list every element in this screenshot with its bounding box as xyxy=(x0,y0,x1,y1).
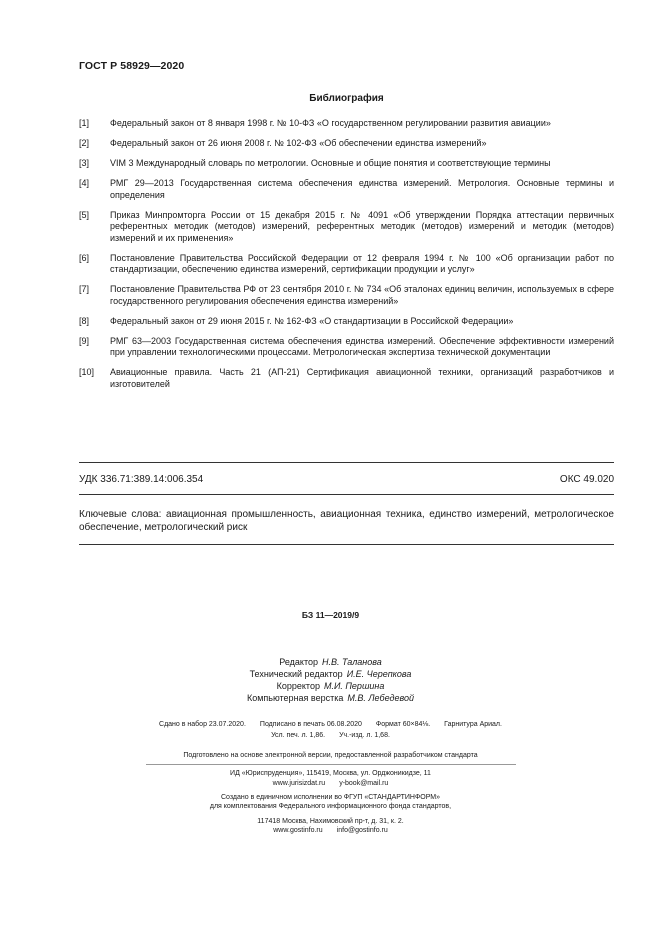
editorial-staff xyxy=(0,656,661,704)
publisher-contacts xyxy=(0,780,661,787)
staff-role: Компьютерная верстка xyxy=(246,693,344,703)
fund-note: для комплектования Федерального информационного фонда стандартов, xyxy=(209,803,452,810)
staff-person: Н.В. Таланова xyxy=(321,657,382,667)
publishing-sheets: Уч.-изд. л. 1,68. xyxy=(339,732,390,739)
sheets-line xyxy=(0,732,661,739)
divider-middle xyxy=(79,494,614,495)
bibliography-item-number: [4] xyxy=(79,178,90,188)
bibliography-item-text: Приказ Минпромторга России от 15 декабря 2015 г. № 4091 «Об утверждении Порядка аттестации первичных референтных методик (методов) измерений, референтных методик (методов) измерений и методик (методов) измерений и их применения» xyxy=(110,209,614,243)
bibliography-item xyxy=(79,138,614,150)
bibliography-item-text: VIM 3 Международный словарь по метрологии. Основные и общие понятия и соответствующие термины xyxy=(110,158,551,168)
standartinform-website: www.gostinfo.ru xyxy=(273,827,323,834)
publisher-address: ИД «Юриспруденция», 115419, Москва, ул. Орджоникидзе, 11 xyxy=(230,770,431,777)
staff-line xyxy=(0,668,661,680)
bibliography-item-number: [2] xyxy=(79,138,90,148)
keywords: Ключевые слова: авиационная промышленность, авиационная техника, единство измерений, метрологическое обеспечение, метрологический риск xyxy=(79,509,614,533)
udk-code: УДК 336.71:389.14:006.354 xyxy=(79,474,204,485)
bibliography-item-number: [6] xyxy=(79,252,90,263)
print-sheets: Усл. печ. л. 1,86. xyxy=(271,732,326,739)
staff-line xyxy=(0,680,661,692)
bibliography-title: Библиография xyxy=(309,93,384,104)
staff-line xyxy=(0,692,661,704)
bibliography-item xyxy=(79,210,614,245)
bibliography-item xyxy=(79,118,614,130)
bibliography-item-number: [8] xyxy=(79,315,90,326)
staff-person: И.Е. Черепкова xyxy=(346,669,412,679)
bibliography-item-number: [10] xyxy=(79,367,95,377)
bibliography-item xyxy=(79,158,614,170)
bibliography-item-number: [9] xyxy=(79,335,90,346)
bibliography-item-number: [5] xyxy=(79,209,90,220)
print-info-line xyxy=(0,721,661,728)
bibliography-item-text: Федеральный закон от 26 июня 2008 г. № 102-ФЗ «Об обеспечении единства измерений» xyxy=(110,138,487,148)
staff-role: Корректор xyxy=(276,681,320,691)
publisher-email: y-book@mail.ru xyxy=(339,780,389,787)
standartinform-address: 117418 Москва, Нахимовский пр-т, д. 31, к. 2. xyxy=(257,818,404,825)
bibliography-item-text: Постановление Правительства РФ от 23 сентября 2010 г. № 734 «Об эталонах единиц величин, используемых в сфере государственного регулирования обеспечения единства измерений» xyxy=(110,284,614,306)
oks-code: ОКС 49.020 xyxy=(559,474,614,485)
signed-date: Подписано в печать 06.08.2020 xyxy=(259,721,362,728)
bibliography-item xyxy=(79,178,614,201)
bibliography-item-text: РМГ 63—2003 Государственная система обеспечения единства измерений. Обеспечение эффективности измерений при управлении технологическими процессами. Метрологическая экспертиза технической документации xyxy=(110,335,614,357)
staff-person: М.В. Лебедевой xyxy=(347,693,415,703)
bibliography-item-text: Авиационные правила. Часть 21 (АП-21) Сертификация авиационной техники, организаций разработчиков и изготовителей xyxy=(110,367,614,389)
bibliography-item xyxy=(79,284,614,307)
standartinform-email: info@gostinfo.ru xyxy=(336,827,388,834)
publisher-website: www.jurisizdat.ru xyxy=(272,780,326,787)
prepared-note: Подготовлено на основе электронной версии, предоставленной разработчиком стандарта xyxy=(183,752,478,759)
created-note: Создано в единичном исполнении во ФГУП «СТАНДАРТИНФОРМ» xyxy=(220,794,441,801)
staff-person: М.И. Першина xyxy=(323,681,385,691)
staff-role: Редактор xyxy=(279,657,318,667)
typeset-date: Сдано в набор 23.07.2020. xyxy=(159,721,246,728)
typeface: Гарнитура Ариал. xyxy=(444,721,502,728)
staff-role: Технический редактор xyxy=(249,669,343,679)
bibliography-item xyxy=(79,316,614,328)
format: Формат 60×84⅛. xyxy=(375,721,431,728)
bibliography-item xyxy=(79,336,614,359)
bibliography-item-number: [7] xyxy=(79,284,90,294)
divider-publisher xyxy=(146,764,516,765)
staff-line xyxy=(0,656,661,668)
bibliography-item xyxy=(79,367,614,390)
standartinform-contacts xyxy=(0,827,661,834)
bibliography-item xyxy=(79,253,614,276)
bibliography-list xyxy=(79,118,614,399)
document-code: ГОСТ Р 58929—2020 xyxy=(79,60,185,72)
bibliography-item-text: РМГ 29—2013 Государственная система обеспечения единства измерений. Метрология. Основные термины и определения xyxy=(110,178,614,200)
divider-bottom xyxy=(79,544,614,545)
bibliography-item-number: [3] xyxy=(79,158,90,168)
bibliography-item-text: Федеральный закон от 29 июня 2015 г. № 162-ФЗ «О стандартизации в Российской Федерации» xyxy=(110,315,514,326)
bibliography-item-text: Постановление Правительства Российской Федерации от 12 февраля 1994 г. № 100 «Об организации работ по стандартизации, обеспечению единства измерений, сертификации продукции и услуг» xyxy=(110,252,614,274)
bibliography-item-text: Федеральный закон от 8 января 1998 г. № 10-ФЗ «О государственном регулировании развития авиации» xyxy=(110,118,551,128)
bibliography-item-number: [1] xyxy=(79,118,90,128)
bz-code: БЗ 11—2019/9 xyxy=(301,610,360,620)
divider-top xyxy=(79,462,614,463)
